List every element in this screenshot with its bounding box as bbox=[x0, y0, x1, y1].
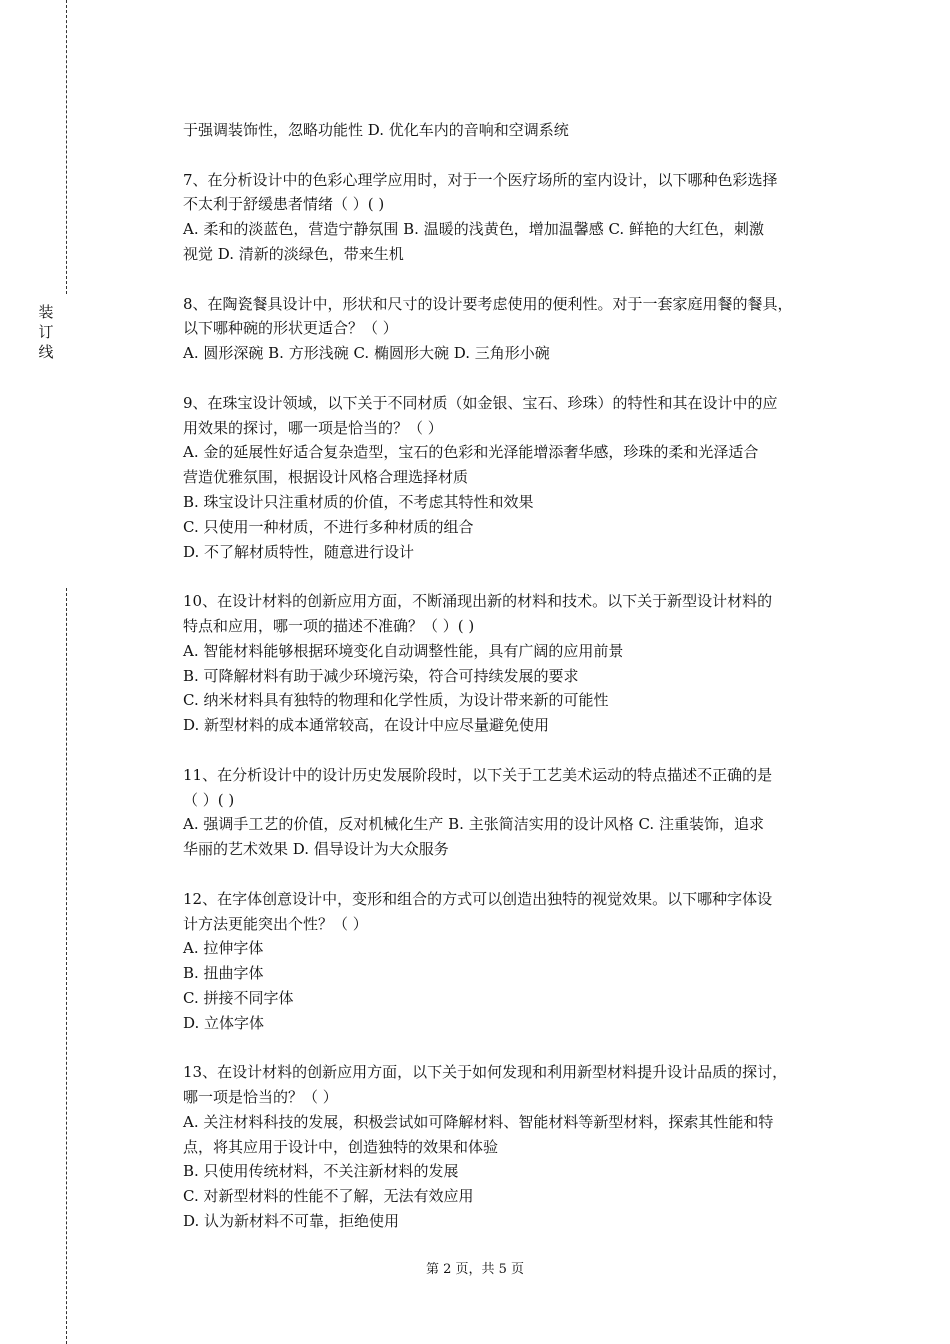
option-line: B. 扭曲字体 bbox=[183, 964, 264, 983]
option-line: C. 纳米材料具有独特的物理和化学性质，为设计带来新的可能性 bbox=[183, 691, 609, 710]
option-line: A. 智能材料能够根据环境变化自动调整性能，具有广阔的应用前景 bbox=[183, 641, 624, 660]
question-stem-line: 8、在陶瓷餐具设计中，形状和尺寸的设计要考虑使用的便利性。对于一套家庭用餐的餐具， bbox=[183, 294, 793, 313]
option-line: A. 关注材料科技的发展，积极尝试如可降解材料、智能材料等新型材料，探索其性能和特 bbox=[183, 1112, 774, 1131]
question-block bbox=[183, 292, 843, 366]
option-line: A. 拉伸字体 bbox=[183, 939, 264, 958]
binding-char: 装 bbox=[38, 303, 54, 321]
question-block bbox=[183, 391, 843, 565]
paragraph-gap bbox=[183, 267, 843, 292]
binding-label bbox=[38, 302, 54, 362]
continuation-text: 于强调装饰性，忽略功能性 D. 优化车内的音响和空调系统 bbox=[183, 121, 569, 139]
option-line: B. 可降解材料有助于减少环境污染，符合可持续发展的要求 bbox=[183, 666, 579, 685]
option-line: A. 金的延展性好适合复杂造型，宝石的色彩和光泽能增添奢华感，珍珠的柔和光泽适合 bbox=[183, 443, 759, 462]
option-line: C. 对新型材料的性能不了解，无法有效应用 bbox=[183, 1187, 474, 1206]
paragraph-gap bbox=[183, 1035, 843, 1060]
option-line: 点，将其应用于设计中，创造独特的效果和体验 bbox=[183, 1137, 499, 1156]
question-stem-line: 计方法更能突出个性？（ ） bbox=[183, 914, 368, 933]
question-block bbox=[183, 1060, 843, 1234]
option-line: B. 珠宝设计只注重材质的价值，不考虑其特性和效果 bbox=[183, 492, 534, 511]
question-stem-line: 哪一项是恰当的？（ ） bbox=[183, 1088, 338, 1107]
question-stem-line: 10、在设计材料的创新应用方面，不断涌现出新的材料和技术。以下关于新型设计材料的 bbox=[183, 592, 773, 611]
question-stem-line: 用效果的探讨，哪一项是恰当的？（ ） bbox=[183, 418, 443, 437]
question-block bbox=[183, 589, 843, 738]
binding-line-bottom bbox=[66, 588, 67, 1344]
option-line: B. 只使用传统材料，不关注新材料的发展 bbox=[183, 1162, 459, 1181]
page-number: 第 2 页，共 5 页 bbox=[425, 1262, 525, 1277]
question-stem-line: 12、在字体创意设计中，变形和组合的方式可以创造出独特的视觉效果。以下哪种字体设 bbox=[183, 889, 773, 908]
paragraph-gap bbox=[183, 862, 843, 887]
option-line: 视觉 D. 清新的淡绿色，带来生机 bbox=[183, 244, 404, 263]
option-line: C. 只使用一种材质，不进行多种材质的组合 bbox=[183, 517, 474, 536]
question-block bbox=[183, 887, 843, 1036]
question-stem-line: 特点和应用，哪一项的描述不准确？（ ）( ) bbox=[183, 616, 475, 635]
option-line: A. 柔和的淡蓝色，营造宁静氛围 B. 温暖的浅黄色，增加温馨感 C. 鲜艳的大红色，刺激 bbox=[183, 220, 764, 239]
option-line: 营造优雅氛围，根据设计风格合理选择材质 bbox=[183, 468, 469, 487]
option-line: D. 认为新材料不可靠，拒绝使用 bbox=[183, 1212, 400, 1231]
question-block bbox=[183, 168, 843, 267]
binding-char: 线 bbox=[38, 343, 54, 361]
question-stem-line: （ ）( ) bbox=[183, 790, 235, 809]
binding-char: 订 bbox=[38, 323, 54, 341]
question-list bbox=[183, 168, 843, 1234]
paragraph-gap bbox=[183, 366, 843, 391]
question-stem-line: 7、在分析设计中的色彩心理学应用时，对于一个医疗场所的室内设计，以下哪种色彩选择 bbox=[183, 170, 778, 189]
option-line: D. 立体字体 bbox=[183, 1013, 265, 1032]
option-line: A. 强调手工艺的价值，反对机械化生产 B. 主张简洁实用的设计风格 C. 注重装饰，追求 bbox=[183, 815, 764, 834]
paragraph-gap bbox=[183, 738, 843, 763]
question-block bbox=[183, 763, 843, 862]
paragraph-gap bbox=[183, 564, 843, 589]
option-line: C. 拼接不同字体 bbox=[183, 988, 294, 1007]
question-stem-line: 13、在设计材料的创新应用方面，以下关于如何发现和利用新型材料提升设计品质的探讨， bbox=[183, 1063, 788, 1082]
binding-line-top bbox=[66, 0, 67, 294]
question-stem-line: 以下哪种碗的形状更适合？（ ） bbox=[183, 319, 398, 338]
option-line: D. 不了解材质特性，随意进行设计 bbox=[183, 542, 415, 561]
paragraph-gap bbox=[183, 143, 843, 168]
question-stem-line: 11、在分析设计中的设计历史发展阶段时，以下关于工艺美术运动的特点描述不正确的是 bbox=[183, 765, 773, 784]
option-line: A. 圆形深碗 B. 方形浅碗 C. 椭圆形大碗 D. 三角形小碗 bbox=[183, 344, 550, 363]
question-stem-line: 不太利于舒缓患者情绪（ ）( ) bbox=[183, 195, 385, 214]
question-stem-line: 9、在珠宝设计领域，以下关于不同材质（如金银、宝石、珍珠）的特性和其在设计中的应 bbox=[183, 393, 778, 412]
option-line: D. 新型材料的成本通常较高，在设计中应尽量避免使用 bbox=[183, 716, 550, 735]
exam-content bbox=[183, 118, 843, 1234]
option-line: 华丽的艺术效果 D. 倡导设计为大众服务 bbox=[183, 840, 449, 859]
